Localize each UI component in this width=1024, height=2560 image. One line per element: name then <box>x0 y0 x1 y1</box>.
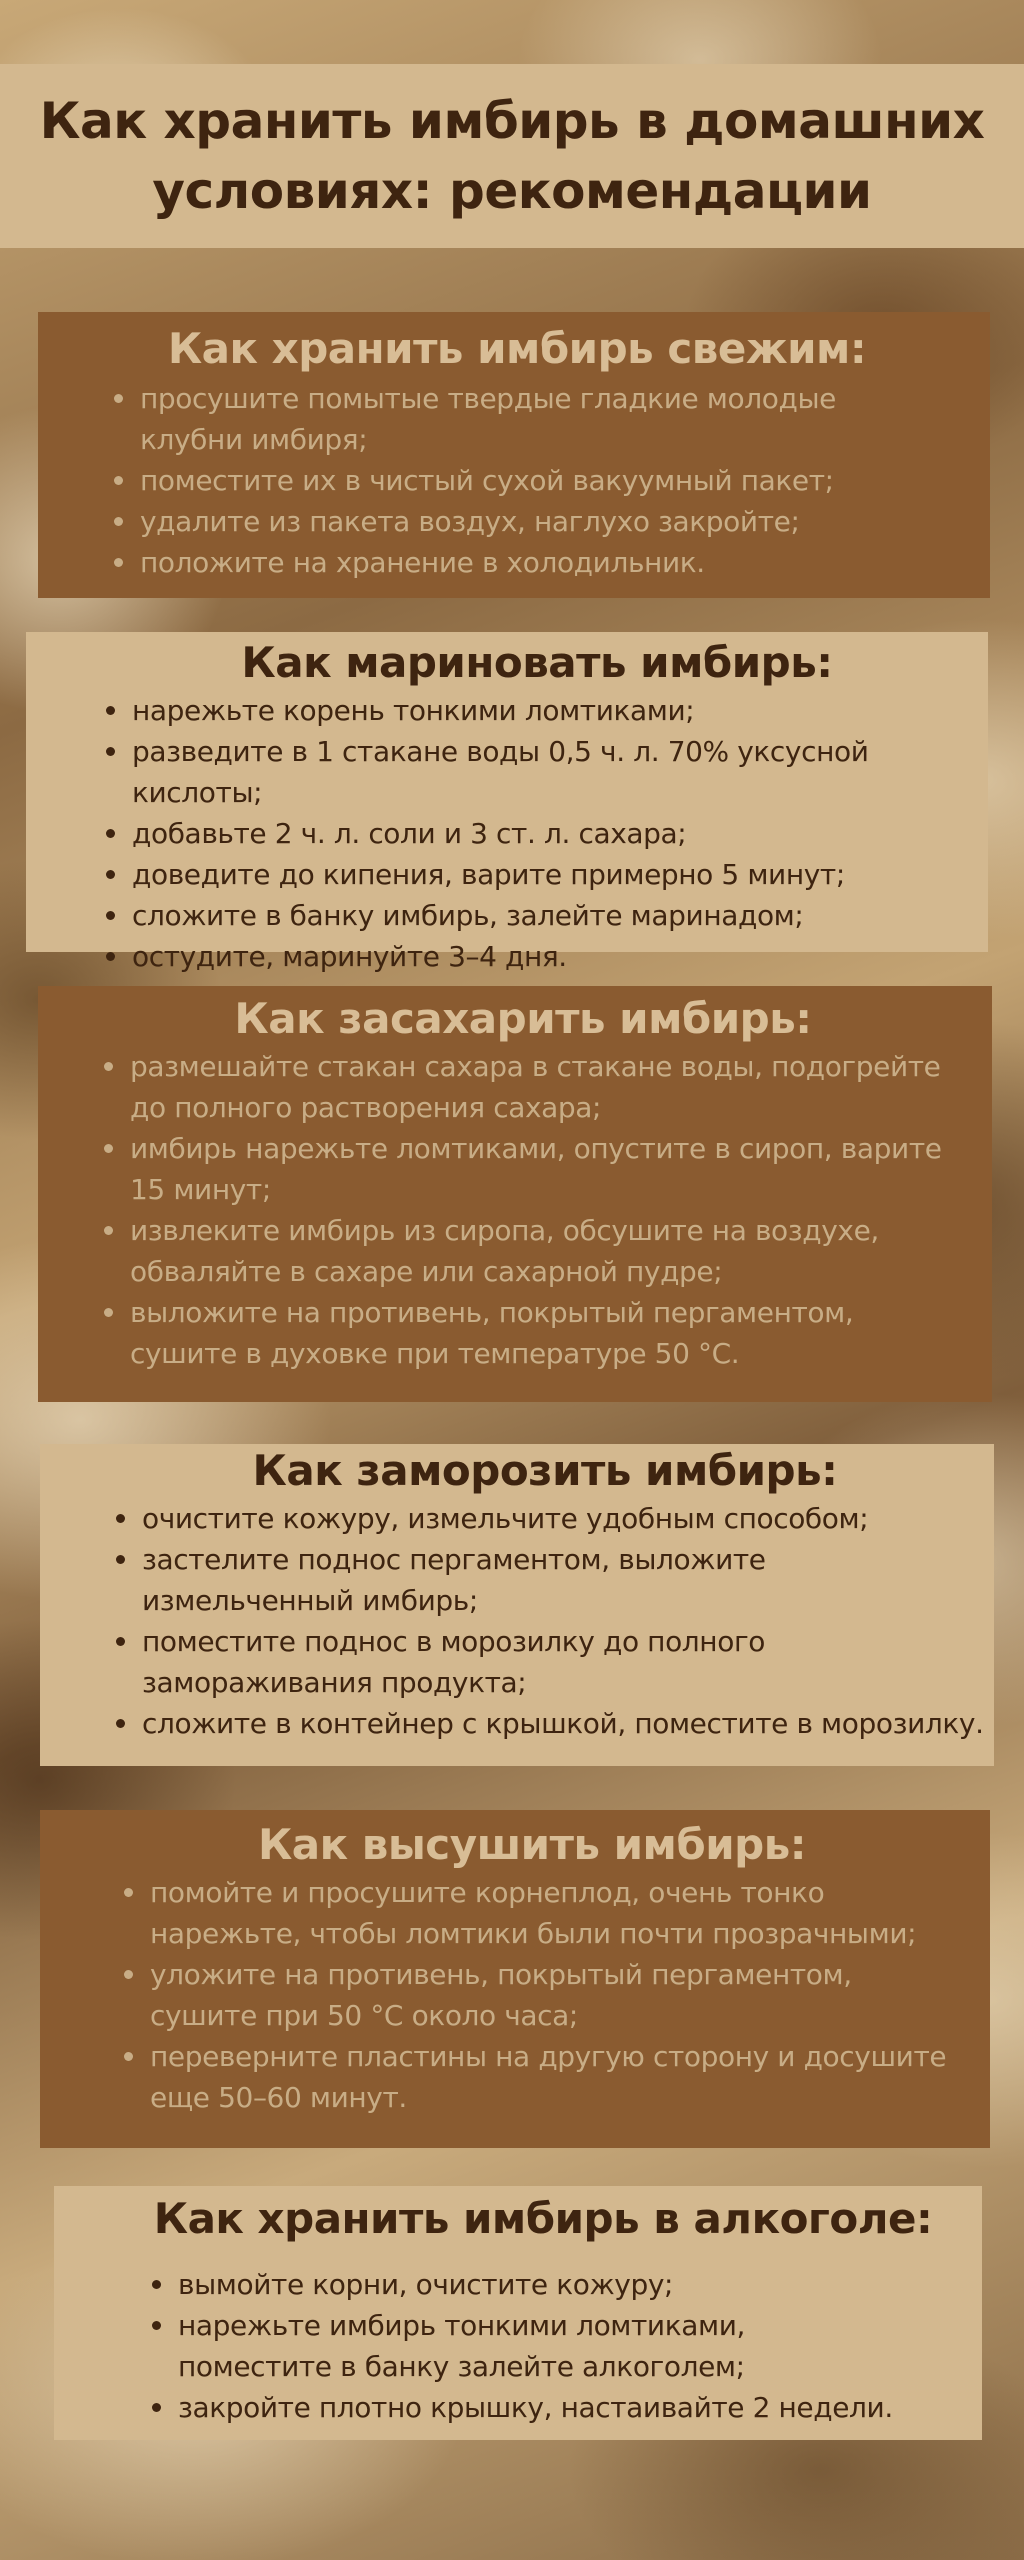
list-item: сложите в контейнер с крышкой, поместите в морозилку. <box>114 1703 984 1744</box>
list-item: удалите из пакета воздух, наглухо закройте; <box>112 501 930 542</box>
section-list <box>94 1046 952 1374</box>
list-item: закройте плотно крышку, настаивайте 2 недели. <box>150 2387 942 2428</box>
list-item: разведите в 1 стакане воды 0,5 ч. л. 70% уксусной кислоты; <box>104 731 978 813</box>
section-list <box>144 2264 942 2428</box>
section-list <box>96 690 978 977</box>
list-item: доведите до кипения, варите примерно 5 минут; <box>104 854 978 895</box>
list-item: нарежьте корень тонкими ломтиками; <box>104 690 978 731</box>
section-marinate <box>26 632 988 973</box>
list-item: выложите на противень, покрытый пергаментом, сушите в духовке при температуре 50 °С. <box>102 1292 952 1374</box>
list-item: вымойте корни, очистите кожуру; <box>150 2264 942 2305</box>
section-title: Как высушить имбирь: <box>257 1820 807 1869</box>
list-item: имбирь нарежьте ломтиками, опустите в сироп, варите 15 минут; <box>102 1128 952 1210</box>
section-list <box>106 1498 984 1744</box>
list-item: остудите, маринуйте 3–4 дня. <box>104 936 978 977</box>
list-item: очистите кожуру, измельчите удобным способом; <box>114 1498 984 1539</box>
section-dry <box>40 1810 990 2148</box>
section-alcohol <box>54 2186 982 2440</box>
title-banner <box>0 64 1024 248</box>
section-list <box>104 378 930 583</box>
list-item: просушите помытые твердые гладкие молодые клубни имбиря; <box>112 378 930 460</box>
list-item: поместите поднос в морозилку до полного замораживания продукта; <box>114 1621 984 1703</box>
section-title: Как хранить имбирь в алкоголе: <box>153 2194 933 2243</box>
list-item: сложите в банку имбирь, залейте маринадом; <box>104 895 978 936</box>
section-candy <box>38 986 992 1402</box>
list-item: переверните пластины на другую сторону и досушите еще 50–60 минут. <box>122 2036 950 2118</box>
list-item: помойте и просушите корнеплод, очень тонко нарежьте, чтобы ломтики были почти прозрачными; <box>122 1872 950 1954</box>
list-item: нарежьте имбирь тонкими ломтиками, поместите в банку залейте алкоголем; <box>150 2305 942 2387</box>
section-title: Как мариновать имбирь: <box>241 638 833 687</box>
list-item: добавьте 2 ч. л. соли и 3 ст. л. сахара; <box>104 813 978 854</box>
list-item: уложите на противень, покрытый пергаментом, сушите при 50 °С около часа; <box>122 1954 950 2036</box>
page-title: Как хранить имбирь в домашних условиях: рекомендации <box>39 92 985 220</box>
section-title: Как заморозить имбирь: <box>252 1446 838 1495</box>
section-freeze <box>40 1444 994 1766</box>
section-title: Как хранить имбирь свежим: <box>167 324 867 373</box>
list-item: положите на хранение в холодильник. <box>112 542 930 583</box>
list-item: размешайте стакан сахара в стакане воды, подогрейте до полного растворения сахара; <box>102 1046 952 1128</box>
list-item: извлеките имбирь из сиропа, обсушите на воздухе, обваляйте в сахаре или сахарной пудре; <box>102 1210 952 1292</box>
list-item: застелите поднос пергаментом, выложите измельченный имбирь; <box>114 1539 984 1621</box>
list-item: поместите их в чистый сухой вакуумный пакет; <box>112 460 930 501</box>
section-list <box>114 1872 950 2118</box>
section-store-fresh <box>38 312 990 598</box>
section-title: Как засахарить имбирь: <box>234 994 812 1043</box>
